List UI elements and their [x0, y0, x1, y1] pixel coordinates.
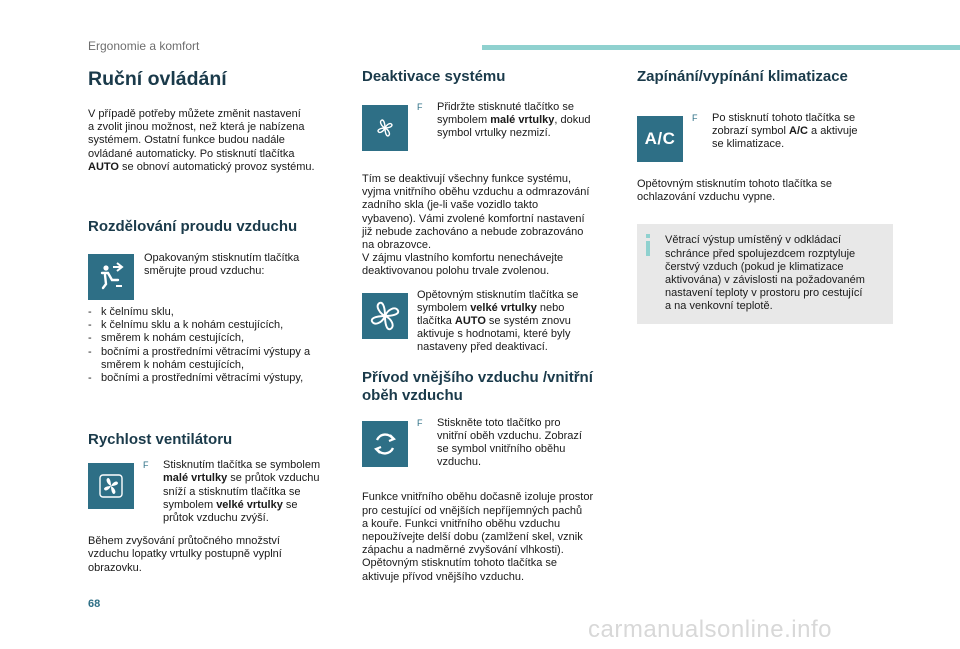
page-number: 68	[88, 598, 101, 610]
heading-fan-speed: Rychlost ventilátoru	[88, 431, 233, 449]
bullet-icon: F	[417, 102, 423, 112]
column-air-conditioning	[637, 66, 893, 324]
heading-air-distribution: Rozdělování proudu vzduchu	[88, 218, 298, 236]
large-fan-icon	[362, 293, 408, 339]
heading-air-intake: Přívod vnějšího vzduchu /vnitřní oběh vzduchu	[362, 368, 593, 404]
deactivate-row: F Přidržte stisknuté tlačítko se symbolem malé vrtulky, dokud symbol vrtulky nezmizí.	[362, 105, 618, 151]
list-item: - k čelnímu sklu,	[88, 306, 174, 319]
list-item: - bočními a prostředními větracími výstupy a	[88, 345, 311, 358]
air-distribution-icon	[88, 254, 134, 300]
list-item: - k čelnímu sklu a k nohám cestujících,	[88, 319, 284, 332]
bullet-icon: F	[143, 460, 149, 471]
fan-speed-row: F Stisknutím tlačítka se symbolem malé vrtulky se průtok vzduchu sníží a stisknutím tlačítka se symbolem velké vrtulky se průtok vzduchu zvýší.	[88, 463, 340, 525]
intro-paragraph: V případě potřeby můžete změnit nastavení a zvolit jinou možnost, než která je nabízena systémem. Ostatní funkce budou nadále ovládané automaticky. Po stisknutí tlačítka AUTO se obnoví automatický provoz systému.	[88, 108, 315, 173]
ac-icon: A/C	[637, 116, 683, 162]
info-box: Větrací výstup umístěný v odkládací schránce před spolujezdcem rozptyluje čerstvý vzduch (pokud je klimatizace aktivována) v závislosti na požadovaném nastavení teploty v prostoru pro cestující a na venkovní teplotě.	[637, 224, 893, 323]
fan-icon	[88, 463, 134, 509]
list-item: - bočními a prostředními větracími výstupy,	[88, 372, 304, 385]
ac-paragraph: Opětovným stisknutím tohoto tlačítka se ochlazování vzduchu vypne.	[637, 178, 833, 204]
ac-row: A/C F Po stisknutí tohoto tlačítka se zobrazí symbol A/C a aktivuje se klimatizace.	[637, 116, 893, 162]
heading-deactivate: Deaktivace systému	[362, 68, 506, 85]
info-icon	[643, 234, 655, 313]
page-title: Ruční ovládání	[88, 68, 227, 90]
bullet-icon: F	[417, 417, 423, 428]
section-header: Ergonomie a komfort	[88, 39, 200, 53]
distribution-list	[88, 306, 340, 385]
deactivate-paragraph: Tím se deaktivují všechny funkce systému, vyjma vnitřního oběhu vzduchu a odmrazování zadního skla (je-li vaše vozidlo takto vybaveno). Vámi zvolené komfortní nastavení již nebude zachováno a nebude zobrazováno na obrazovce. V zájmu vlastního komfortu nenechávejte deaktivovanou polohu trvale zvolenou.	[362, 173, 590, 278]
reactivate-row: Opětovným stisknutím tlačítka se symbolem velké vrtulky nebo tlačítka AUTO se systém znovu aktivuje s hodnotami, které byly nastaveny před deaktivací.	[362, 293, 618, 355]
recirculation-paragraph: Funkce vnitřního oběhu dočasně izoluje prostor pro cestující od vnějších nepříjemných pachů a kouře. Funkci vnitřního oběhu vzduchu nepoužívejte delší dobu (zamlžení skel, vznik zápachu a nadměrné zvyšování vlhkosti). Opětovným stisknutím tohoto tlačítka se aktivuje přívod vnějšího vzduchu.	[362, 491, 594, 583]
air-distribution-row: Opakovaným stisknutím tlačítka směrujte proud vzduchu:	[88, 254, 340, 300]
column-deactivation	[362, 66, 618, 584]
bullet-icon: F	[692, 113, 698, 123]
fan-paragraph: Během zvyšování průtočného množství vzduchu lopatky vrtulky postupně vyplní obrazovku.	[88, 535, 282, 574]
heading-ac: Zapínání/vypínání klimatizace	[637, 68, 848, 85]
recirculation-row: F Stiskněte toto tlačítko pro vnitřní oběh vzduchu. Zobrazí se symbol vnitřního oběhu vzduchu.	[362, 421, 618, 470]
watermark: carmanualsonline.info	[588, 616, 832, 643]
list-item: směrem k nohám cestujících,	[101, 358, 245, 371]
recirculation-icon	[362, 421, 408, 467]
list-item: - směrem k nohám cestujících,	[88, 332, 245, 345]
column-manual-control	[88, 66, 340, 575]
small-fan-icon	[362, 105, 408, 151]
header-accent-bar	[482, 45, 960, 50]
